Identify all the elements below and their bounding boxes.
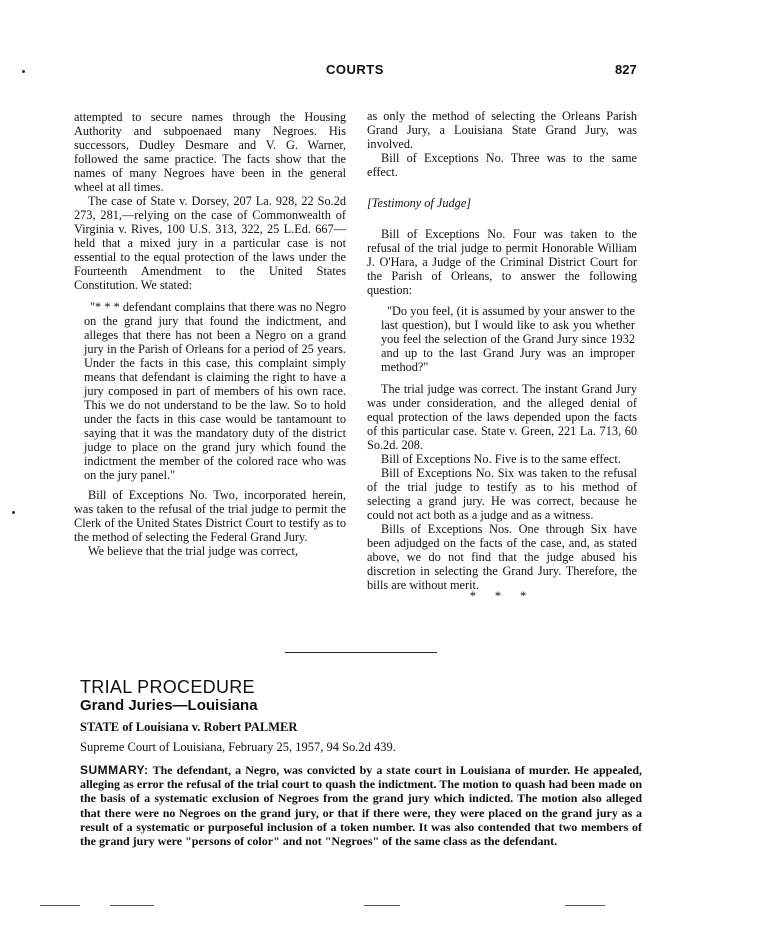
case-citation: Supreme Court of Louisiana, February 25, 1957, 94 So.2d 439. [80, 740, 396, 754]
scan-mark [40, 905, 80, 906]
subheading: [Testimony of Judge] [367, 196, 472, 210]
block-quote: "Do you feel, (it is assumed by your answer to the last question), but I would like to ask you whether you feel the selection of the Grand Jury since 1932 and up to the last Grand Jury was an improper method?" [381, 304, 635, 374]
scan-speck [22, 70, 25, 73]
scan-mark [110, 905, 154, 906]
section-subtitle: Grand Juries—Louisiana [80, 697, 258, 714]
summary-label: SUMMARY: [80, 763, 149, 777]
paragraph: We believe that the trial judge was correct, [88, 544, 299, 558]
left-column [74, 110, 346, 558]
right-column [367, 109, 637, 603]
paragraph: Bill of Exceptions No. Three was to the same effect. [367, 151, 637, 179]
running-head: COURTS [326, 62, 384, 77]
block-quote: "* * * defendant complains that there was no Negro on the grand jury that found the indictment, and alleges that there has not been a Negro on a grand jury in the Parish of Orleans for a period of 25 years. Under the facts in this case, this complaint simply means that defendant is claiming the right to have a jury composed in part of members of his own race. This we do not understand to be the law. So to hold under the facts in this case would be tantamount to saying that it was the mandatory duty of the district judge to place on the grand jury which found the indictment the member of the colored race who was on the jury panel." [84, 300, 346, 482]
scan-mark [565, 905, 605, 906]
scan-mark [364, 905, 400, 906]
paragraph: Bill of Exceptions No. Five is to the same effect. [381, 452, 621, 466]
scan-speck [12, 511, 15, 514]
paragraph: Bill of Exceptions No. Four was taken to the refusal of the trial judge to permit Honorable William J. O'Hara, a Judge of the Criminal District Court for the Parish of Orleans, to answer the following question: [367, 227, 637, 297]
paragraph: attempted to secure names through the Housing Authority and subpoenaed many Negroes. His successors, Dudley Desmare and V. G. Warner, followed the same practice. The facts show that the names of many Negroes have been in the general wheel at all times. [74, 110, 346, 194]
page-number: 827 [615, 62, 637, 77]
summary-text: The defendant, a Negro, was convicted by a state court in Louisiana of murder. He appealed, alleging as error the refusal of the trial court to quash the indictment. The motion to quash had been made on the basis of a systematic exclusion of Negroes from the grand jury which indicted. The motion also alleged that there were no Negroes on the grand jury, or that if there were, they were placed on the grand jury as a result of a systematic or purposeful inclusion of a token number. It was also contended that two members of the grand jury were "persons of color" and not "Negroes" of the same class as the defendant. [80, 763, 642, 849]
paragraph: The trial judge was correct. The instant Grand Jury was under consideration, and the alleged denial of equal protection of the laws depended upon the facts of this particular case. State v. Green, 221 La. 713, 60 So.2d. 208. [367, 382, 637, 452]
section-divider [285, 652, 437, 653]
paragraph: The case of State v. Dorsey, 207 La. 928, 22 So.2d 273, 281,—relying on the case of Commonwealth of Virginia v. Rives, 100 U.S. 313, 322, 25 L.Ed. 667—held that a mixed jury in a particular case is not essential to the equal protection of the laws under the Fourteenth Amendment to the United States Constitution. We stated: [74, 194, 346, 292]
section-stars: * * * [469, 589, 535, 603]
case-title: STATE of Louisiana v. Robert PALMER [80, 720, 298, 734]
section-title: TRIAL PROCEDURE [80, 677, 255, 697]
paragraph: Bill of Exceptions No. Two, incorporated herein, was taken to the refusal of the trial judge to permit the Clerk of the United States District Court to testify as to the method of selecting the Federal Grand Jury. [74, 488, 346, 544]
paragraph: as only the method of selecting the Orleans Parish Grand Jury, a Louisiana State Grand Jury, was involved. [367, 109, 637, 151]
paragraph: Bills of Exceptions Nos. One through Six have been adjudged on the facts of the case, and, as stated above, we do not find that the judge abused his discretion in selecting the Grand Jury. Therefore, the bills are without merit. [367, 522, 637, 592]
case-summary [80, 763, 642, 848]
paragraph: Bill of Exceptions No. Six was taken to the refusal of the trial judge to testify as to his method of selecting a grand jury. He was correct, because he could not act both as a judge and as a witness. [367, 466, 637, 522]
